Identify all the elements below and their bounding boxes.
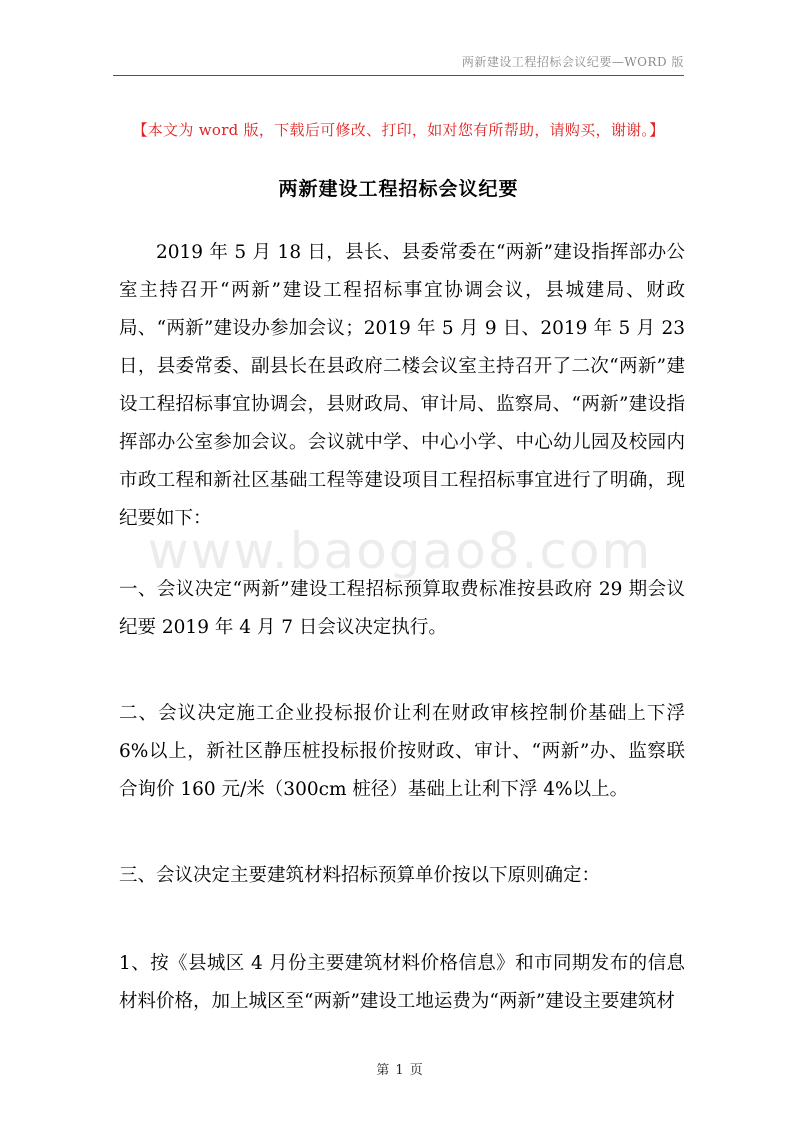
download-notice: 【本文为 word 版，下载后可修改、打印，如对您有所帮助，请购买，谢谢。】 <box>132 121 665 139</box>
watermark: www.baogao8.com <box>147 522 653 580</box>
page-number: 第 1 页 <box>376 1063 424 1078</box>
clause-paragraph-3: 三、会议决定主要建筑材料招标预算单价按以下原则确定： <box>119 865 601 886</box>
document-title: 两新建设工程招标会议纪要 <box>278 178 519 200</box>
clause-paragraph-1: 一、会议决定“两新”建设工程招标预算取费标准按县政府 29 期会议纪要 2019 年 4 月 7 日会议决定执行。 <box>119 579 685 638</box>
header-divider <box>113 75 684 76</box>
intro-paragraph: 2019 年 5 月 18 日，县长、县委常委在“两新”建设指挥部办公室主持召开“两新”建设工程招标事宜协调会议，县城建局、财政局、“两新”建设办参加会议；2019 年 5 月 9 日、2019 年 5 月 23 日，县委常委、副县长在县政府二楼会议室主持召开了二次“两新”建设工程招标事宜协调会，县财政局、审计局、监察局、“两新”建设指挥部办公室参加会议。会议就中学、中心小学、中心幼儿园及校园内市政工程和新社区基础工程等建设项目工程招标事宜进行了明确，现纪要如下： <box>119 242 685 529</box>
running-header: 两新建设工程招标会议纪要—WORD 版 <box>461 55 684 69</box>
clause-paragraph-2: 二、会议决定施工企业投标报价让利在财政审核控制价基础上下浮 6%以上，新社区静压桩投标报价按财政、审计、“两新”办、监察联合询价 160 元/米（300cm 桩径）基础上让利下浮 4%以上。 <box>119 703 685 800</box>
sub-clause-paragraph-1: 1、按《县城区 4 月份主要建筑材料价格信息》和市同期发布的信息材料价格，加上城区至“两新”建设工地运费为“两新”建设主要建筑材 <box>119 953 685 1012</box>
